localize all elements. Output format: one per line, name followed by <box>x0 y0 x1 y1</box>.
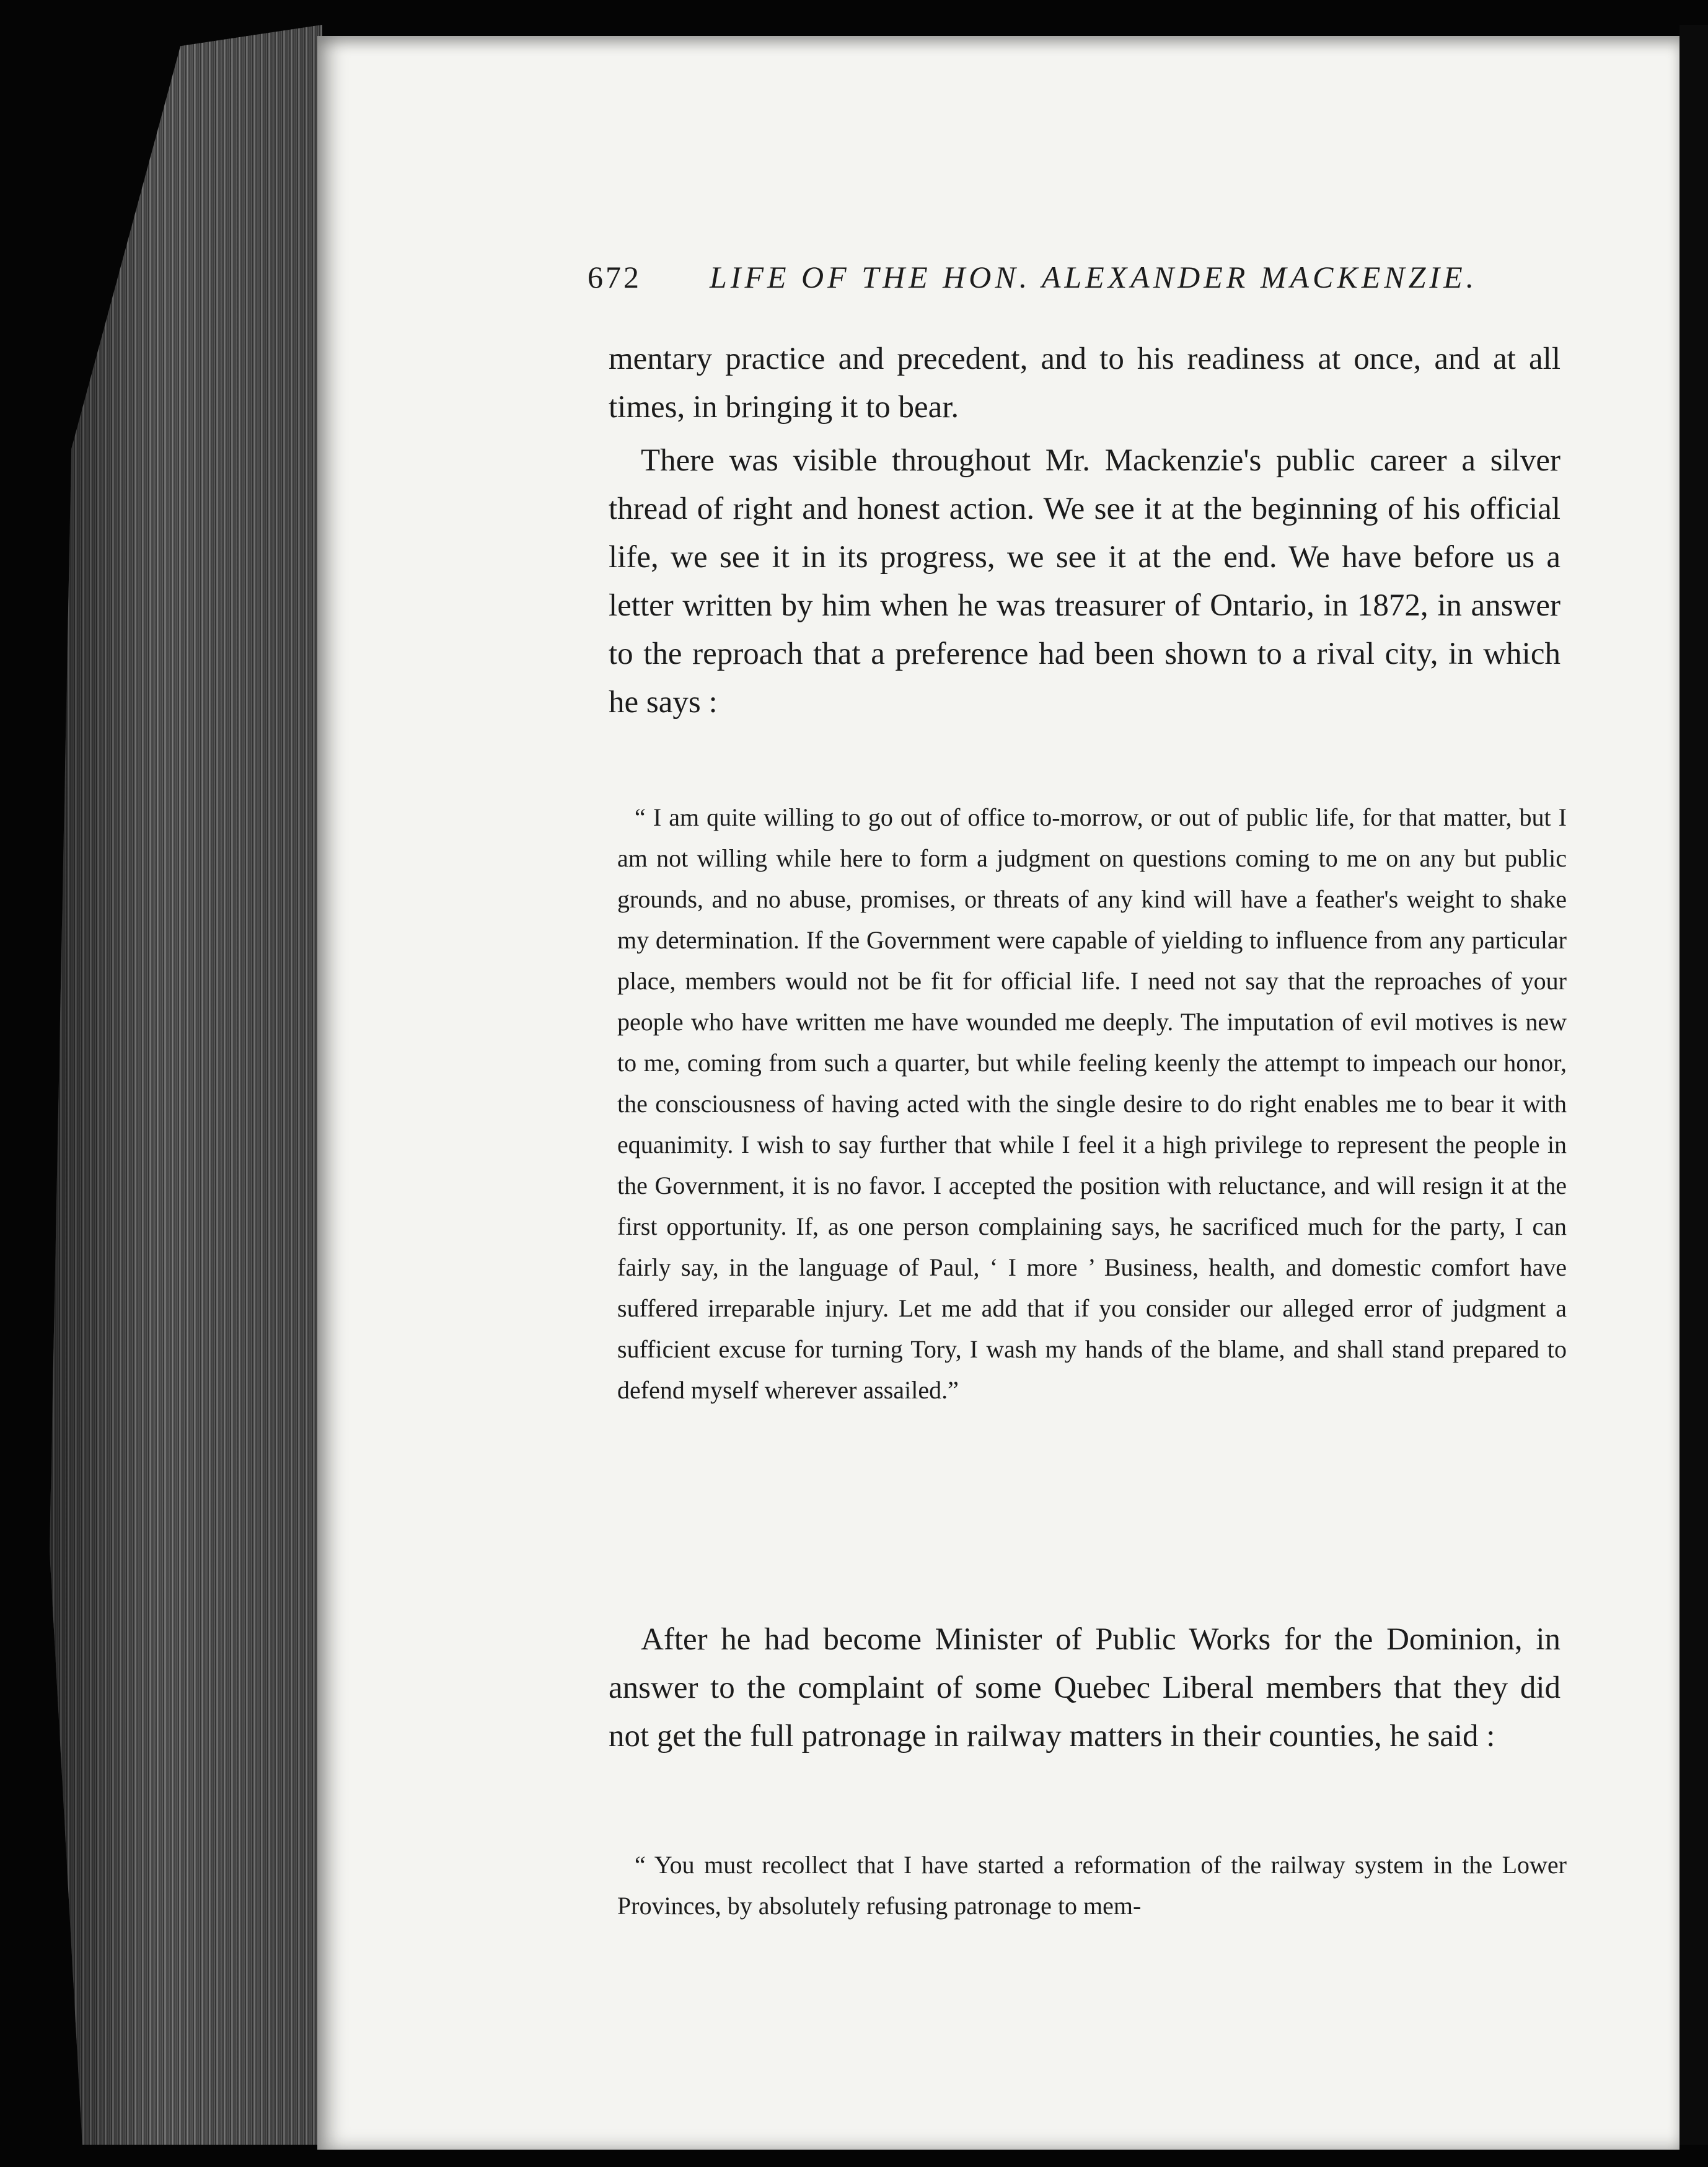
right-scan-edge <box>1679 25 1708 2145</box>
page-number: 672 <box>588 260 641 294</box>
page-header <box>588 259 1478 295</box>
block-quote-railway: “ You must recollect that I have started a reformation of the railway system in the Lower Provinces, by absolutely refusing patronage to mem- <box>617 1851 1567 1920</box>
paragraph-silver-thread: There was visible throughout Mr. Mackenzie's public career a silver thread of right and honest action. We see it at the beginning of his official life, we see it in its progress, we see it at the end. We have before us a letter written by him when he was treasurer of Ontario, in 1872, in answer to the reproach that a preference had been shown to a rival city, in which he says : <box>609 443 1561 720</box>
paragraph-continuation: mentary practice and precedent, and to his readiness at once, and at all times, in bringing it to bear. <box>609 342 1561 425</box>
paragraph-public-works: After he had become Minister of Public Works for the Dominion, in answer to the complaint of some Quebec Liberal members that they did not get the full patronage in railway matters in their counties, he said : <box>609 1622 1561 1754</box>
running-head: LIFE OF THE HON. ALEXANDER MACKENZIE. <box>710 260 1478 294</box>
block-quote-letter: “ I am quite willing to go out of office to-morrow, or out of public life, for that matter, but I am not willing while here to form a judgment on questions coming to me on any but public grounds, and no abuse, promises, or threats of any kind will have a feather's weight to shake my determination. If the Government were capable of yielding to influence from any particular place, members would not be fit for official life. I need not say that the reproaches of your people who have written me have wounded me deeply. The imputation of evil motives is new to me, coming from such a quarter, but while feeling keenly the attempt to impeach our honor, the consciousness of having acted with the single desire to do right enables me to bear it with equanimity. I wish to say further that while I feel it a high privilege to represent the people in the Government, it is no favor. I accepted the position with reluctance, and will resign it at the first opportunity. If, as one person complaining says, he sacrificed much for the party, I can fairly say, in the language of Paul, ‘ I more ’ Business, health, and domestic comfort have suffered irreparable injury. Let me add that if you consider our alleged error of judgment a sufficient excuse for turning Tory, I wash my hands of the blame, and shall stand prepared to defend myself wherever assailed.” <box>617 803 1567 1404</box>
